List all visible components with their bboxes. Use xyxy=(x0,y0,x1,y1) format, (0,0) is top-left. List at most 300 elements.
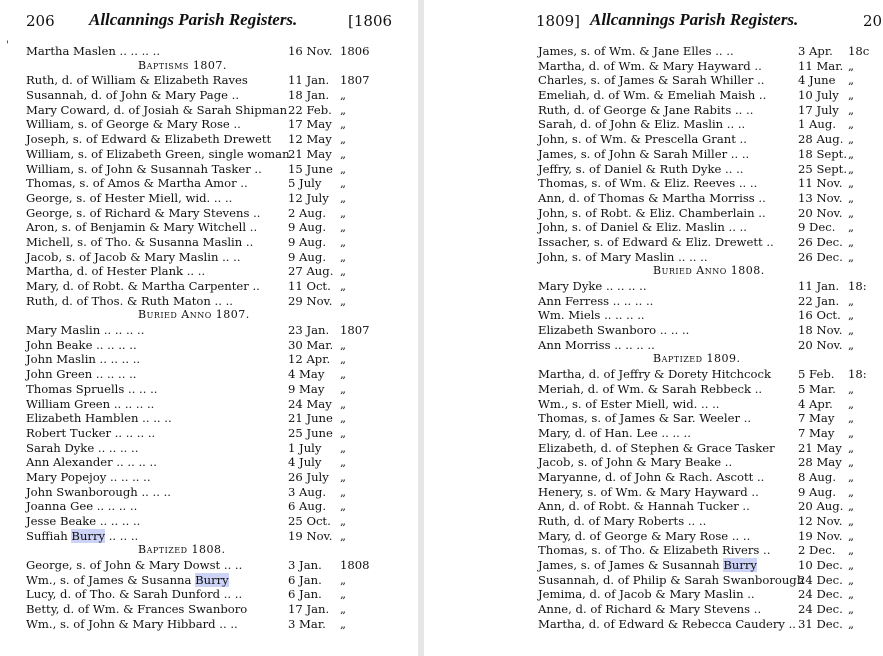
entry-date: 12 July xyxy=(288,190,329,205)
entry-year: „ xyxy=(848,455,855,470)
entry-date: 6 Aug. xyxy=(288,499,327,514)
register-entry xyxy=(26,323,406,338)
entry-date: 22 Jan. xyxy=(798,293,840,308)
entry-name: Jemima, d. of Jacob & Mary Maslin .. xyxy=(538,587,755,602)
entry-name: Mary, d. of Han. Lee .. .. .. xyxy=(538,425,691,440)
entry-date: 5 July xyxy=(288,176,322,191)
entry-year: 1807 xyxy=(340,323,370,338)
entry-name: Issacher, s. of Edward & Eliz. Drewett .. xyxy=(538,234,774,249)
entry-year: „ xyxy=(340,514,347,528)
left-page-year: [1806 xyxy=(348,12,393,30)
entry-year: „ xyxy=(848,440,855,455)
entry-date: 5 Mar. xyxy=(798,381,836,396)
register-entry xyxy=(26,147,406,162)
register-entry xyxy=(26,220,406,235)
entry-date: 26 Dec. xyxy=(798,249,843,264)
entry-date: 24 Dec. xyxy=(798,587,843,602)
entry-date: 27 Aug. xyxy=(288,264,334,279)
entry-date: 8 Aug. xyxy=(798,469,837,484)
register-entry xyxy=(538,73,883,88)
entry-date: 11 Nov. xyxy=(798,176,843,191)
entry-name: Joseph, s. of Edward & Elizabeth Drewett xyxy=(26,132,272,147)
entry-date: 1 July xyxy=(288,440,322,455)
entry-name: Emeliah, d. of Wm. & Emeliah Maish .. xyxy=(538,88,767,103)
entry-date: 28 Aug. xyxy=(798,132,844,147)
entry-date: 12 Apr. xyxy=(288,352,331,367)
entry-year: „ xyxy=(848,616,855,631)
entry-date: 11 Jan. xyxy=(798,279,840,293)
register-entry xyxy=(538,485,883,500)
entry-date: 24 Dec. xyxy=(798,602,843,617)
entry-date: 11 Mar. xyxy=(798,58,844,73)
entry-year: „ xyxy=(340,381,347,396)
entry-year: „ xyxy=(848,337,855,352)
entry-year: 1807 xyxy=(340,73,370,88)
entry-name: Mary Coward, d. of Josiah & Sarah Shipman xyxy=(26,102,288,117)
register-entry xyxy=(538,294,883,309)
entry-year: „ xyxy=(340,602,347,617)
entry-year: „ xyxy=(340,455,347,470)
entry-name xyxy=(26,529,138,544)
entry-date: 28 May xyxy=(798,455,842,470)
entry-date: 20 Aug. xyxy=(798,499,844,514)
entry-name: Ann Morriss .. .. .. .. xyxy=(538,337,655,352)
entry-name: Aron, s. of Benjamin & Mary Witchell .. xyxy=(26,220,258,235)
register-entry xyxy=(26,338,406,353)
entry-year: „ xyxy=(848,190,855,205)
entry-year: „ xyxy=(340,146,347,161)
entry-date: 9 Aug. xyxy=(288,249,327,264)
register-entry xyxy=(538,250,883,265)
entry-year: „ xyxy=(340,469,347,484)
entry-date: 26 Dec. xyxy=(798,234,843,249)
entry-date: 10 July xyxy=(798,88,839,103)
highlighted-surname: Burry xyxy=(71,528,106,543)
entry-name-prefix: Wm., s. of James & Susanna xyxy=(26,572,196,587)
entry-date: 21 May xyxy=(798,440,842,455)
entry-year: „ xyxy=(340,161,347,176)
entry-date: 29 Nov. xyxy=(288,293,333,308)
entry-year: „ xyxy=(340,396,347,411)
register-entry xyxy=(26,499,406,514)
left-page-title: Allcannings Parish Registers. xyxy=(89,10,298,29)
register-entry xyxy=(538,558,883,573)
entry-date: 20 Nov. xyxy=(798,337,843,352)
entry-date: 6 Jan. xyxy=(288,572,322,587)
register-entry xyxy=(26,73,406,88)
entry-name: Ruth, d. of Thos. & Ruth Maton .. .. xyxy=(26,293,233,308)
entry-date: 21 June xyxy=(288,411,333,426)
entry-name: William, s. of George & Mary Rose .. xyxy=(26,117,241,132)
entry-name: Martha, d. of Jeffry & Dorety Hitchcock xyxy=(538,367,772,382)
right-page-number: 20 xyxy=(863,12,883,30)
register-entry xyxy=(26,162,406,177)
entry-year: „ xyxy=(340,352,347,367)
entry-date: 9 May xyxy=(288,381,325,396)
section-heading xyxy=(538,264,883,279)
register-entry xyxy=(538,279,883,294)
entry-date: 5 Feb. xyxy=(798,367,835,382)
entry-date: 4 Apr. xyxy=(798,396,833,411)
right-page-year: 1809] xyxy=(536,12,581,30)
entry-date: 7 May xyxy=(798,411,835,426)
register-entry xyxy=(26,117,406,132)
register-entry xyxy=(538,529,883,544)
entry-year: „ xyxy=(340,411,347,426)
entry-date: 4 May xyxy=(288,367,325,382)
entry-year: „ xyxy=(340,499,347,514)
entry-name: Ann, d. of Robt. & Hannah Tucker .. xyxy=(538,499,750,514)
entry-date: 3 Aug. xyxy=(288,484,327,499)
entry-name: Susannah, d. of Philip & Sarah Swanborough xyxy=(538,572,805,587)
entry-name: Ann Ferress .. .. .. .. xyxy=(538,293,654,308)
entry-year: „ xyxy=(848,249,855,264)
entry-date: 19 Nov. xyxy=(798,528,843,543)
entry-date: 15 June xyxy=(288,161,333,176)
entry-name: Martha, d. of Hester Plank .. .. xyxy=(26,264,206,279)
entry-year: „ xyxy=(848,293,855,308)
entry-name: Thomas, s. of James & Sar. Weeler .. xyxy=(538,411,752,426)
entry-year: „ xyxy=(848,572,855,587)
register-entry xyxy=(26,88,406,103)
entry-date: 2 Aug. xyxy=(288,205,327,220)
left-page xyxy=(0,0,418,656)
entry-date: 25 June xyxy=(288,425,333,440)
entry-name: James, s. of Wm. & Jane Elles .. .. xyxy=(538,44,734,58)
register-entry xyxy=(26,264,406,279)
entry-year: „ xyxy=(848,146,855,161)
register-entry xyxy=(538,426,883,441)
entry-year: „ xyxy=(340,220,347,235)
entry-year: „ xyxy=(848,220,855,235)
entry-year: „ xyxy=(848,469,855,484)
section-heading-text: Baptized 1808. xyxy=(138,543,226,557)
register-entry xyxy=(26,250,406,265)
register-entry xyxy=(538,220,883,235)
right-entries xyxy=(538,44,883,632)
entry-date: 11 Jan. xyxy=(288,73,330,88)
entry-date: 18 Nov. xyxy=(798,323,843,338)
entry-name: Anne, d. of Richard & Mary Stevens .. xyxy=(538,602,762,617)
entry-year: „ xyxy=(340,117,347,132)
entry-date: 22 Feb. xyxy=(288,102,332,117)
entry-year: „ xyxy=(848,558,855,573)
entry-name: Elizabeth Swanboro .. .. .. xyxy=(538,323,690,338)
entry-name: John Beake .. .. .. .. xyxy=(26,337,137,352)
entry-year: „ xyxy=(340,484,347,499)
entry-name: Ann, d. of Thomas & Martha Morriss .. xyxy=(538,190,766,205)
entry-name: William, s. of Elizabeth Green, single woman xyxy=(26,146,290,161)
entry-year: „ xyxy=(848,484,855,499)
entry-year: „ xyxy=(848,587,855,602)
entry-date: 9 Dec. xyxy=(798,220,836,235)
register-entry xyxy=(26,411,406,426)
entry-year: „ xyxy=(848,499,855,514)
register-entry xyxy=(538,617,883,632)
section-heading xyxy=(26,543,406,558)
entry-year: „ xyxy=(848,411,855,426)
register-entry xyxy=(538,499,883,514)
entry-date: 3 Jan. xyxy=(288,558,322,573)
entry-year: „ xyxy=(340,234,347,249)
entry-date: 21 May xyxy=(288,146,332,161)
entry-year: „ xyxy=(848,528,855,543)
entry-name xyxy=(26,573,229,588)
register-entry xyxy=(26,441,406,456)
entry-name: Ruth, d. of George & Jane Rabits .. .. xyxy=(538,102,754,117)
entry-name: Thomas Spruells .. .. .. xyxy=(26,381,158,396)
register-entry xyxy=(26,587,406,602)
highlighted-surname: Burry xyxy=(195,572,229,587)
register-entry xyxy=(26,558,406,573)
entry-date: 13 Nov. xyxy=(798,190,843,205)
entry-date: 17 July xyxy=(798,102,839,117)
register-entry xyxy=(26,455,406,470)
entry-year: „ xyxy=(848,425,855,440)
register-entry xyxy=(538,470,883,485)
entry-year: „ xyxy=(340,279,347,293)
entry-name: Susannah, d. of John & Mary Page .. xyxy=(26,88,240,103)
entry-name: Thomas, s. of Tho. & Elizabeth Rivers .. xyxy=(538,543,771,558)
register-entry xyxy=(538,132,883,147)
entry-date: 30 Mar. xyxy=(288,337,334,352)
register-entry xyxy=(538,602,883,617)
entry-name: Jesse Beake .. .. .. .. xyxy=(26,514,141,528)
right-page xyxy=(424,0,883,656)
section-heading-text: Buried Anno 1807. xyxy=(138,308,250,322)
entry-name: Charles, s. of James & Sarah Whiller .. xyxy=(538,73,765,88)
entry-year: „ xyxy=(848,323,855,338)
register-entry xyxy=(26,514,406,529)
entry-name: John, s. of Daniel & Eliz. Maslin .. .. xyxy=(538,220,747,235)
entry-date: 17 Jan. xyxy=(288,602,330,617)
register-entry xyxy=(538,191,883,206)
entry-year: „ xyxy=(848,381,855,396)
register-entry xyxy=(538,455,883,470)
entry-date: 25 Sept. xyxy=(798,161,848,176)
register-entry xyxy=(26,382,406,397)
entry-year: 1808 xyxy=(340,558,370,573)
entry-year: „ xyxy=(340,616,347,631)
entry-date: 2 Dec. xyxy=(798,543,836,558)
entry-date: 6 Jan. xyxy=(288,587,322,602)
entry-year: „ xyxy=(848,117,855,132)
entry-name xyxy=(538,558,757,573)
entry-name: Henery, s. of Wm. & Mary Hayward .. xyxy=(538,484,759,499)
register-entry xyxy=(26,529,406,544)
entry-year: 1806 xyxy=(340,44,370,58)
entry-name: Robert Tucker .. .. .. .. xyxy=(26,425,156,440)
entry-date: 26 July xyxy=(288,469,329,484)
entry-year: „ xyxy=(848,176,855,191)
entry-year: „ xyxy=(340,293,347,308)
entry-name: John, s. of Robt. & Eliz. Chamberlain .. xyxy=(538,205,766,220)
entry-date: 9 Aug. xyxy=(288,220,327,235)
register-entry xyxy=(538,323,883,338)
register-entry xyxy=(26,367,406,382)
entry-year: „ xyxy=(848,602,855,617)
entry-name: John, s. of Wm. & Prescella Grant .. xyxy=(538,132,747,147)
entry-date: 18 Sept. xyxy=(798,146,848,161)
register-entry xyxy=(26,426,406,441)
entry-name: Lucy, d. of Tho. & Sarah Dunford .. .. xyxy=(26,587,243,602)
entry-name-prefix: James, s. of James & Susannah xyxy=(538,558,724,573)
entry-year: „ xyxy=(340,249,347,264)
register-entry xyxy=(26,397,406,412)
entry-name: Ann Alexander .. .. .. .. xyxy=(26,455,157,470)
register-entry xyxy=(538,367,883,382)
entry-date: 4 June xyxy=(798,73,836,88)
entry-name: Michell, s. of Tho. & Susanna Maslin .. xyxy=(26,234,254,249)
entry-date: 10 Dec. xyxy=(798,558,843,573)
section-heading-text: Buried Anno 1808. xyxy=(653,264,765,278)
entry-date: 16 Nov. xyxy=(288,44,333,58)
entry-date: 1 Aug. xyxy=(798,117,837,132)
entry-date: 24 May xyxy=(288,396,332,411)
entry-name: Mary Popejoy .. .. .. .. xyxy=(26,469,151,484)
register-entry xyxy=(538,235,883,250)
register-entry xyxy=(538,587,883,602)
entry-name-prefix: Suffiah xyxy=(26,528,72,543)
entry-year: „ xyxy=(848,234,855,249)
entry-date: 16 Oct. xyxy=(798,308,841,323)
register-entry xyxy=(26,206,406,221)
entry-date: 3 Apr. xyxy=(798,44,833,58)
entry-date: 31 Dec. xyxy=(798,616,843,631)
entry-date: 4 July xyxy=(288,455,322,470)
entry-name: Mary, d. of Robt. & Martha Carpenter .. xyxy=(26,279,260,293)
entry-name: Mary, d. of George & Mary Rose .. .. xyxy=(538,528,751,543)
entry-name: Wm. Miels .. .. .. .. xyxy=(538,308,645,323)
entry-year: „ xyxy=(848,543,855,558)
section-heading xyxy=(538,352,883,367)
entry-name: Ruth, d. of William & Elizabeth Raves xyxy=(26,73,248,88)
entry-date: 11 Oct. xyxy=(288,279,331,293)
entry-year: 18: xyxy=(848,279,867,293)
entry-name: Thomas, s. of Wm. & Eliz. Reeves .. .. xyxy=(538,176,758,191)
register-entry xyxy=(26,602,406,617)
register-entry xyxy=(538,397,883,412)
entry-name: George, s. of Hester Miell, wid. .. .. xyxy=(26,190,233,205)
entry-year: „ xyxy=(340,102,347,117)
register-entry xyxy=(26,485,406,500)
entry-name: Wm., s. of Ester Miell, wid. .. .. xyxy=(538,396,720,411)
register-entry xyxy=(538,514,883,529)
entry-name: Wm., s. of John & Mary Hibbard .. .. xyxy=(26,616,238,631)
register-entry xyxy=(538,59,883,74)
entry-year: „ xyxy=(848,58,855,73)
entry-year: „ xyxy=(340,528,347,543)
entry-name: Mary Maslin .. .. .. .. xyxy=(26,323,145,338)
entry-name: George, s. of Richard & Mary Stevens .. xyxy=(26,205,261,220)
register-entry xyxy=(538,308,883,323)
register-entry xyxy=(538,117,883,132)
entry-year: „ xyxy=(340,264,347,279)
register-entry xyxy=(26,132,406,147)
entry-year: „ xyxy=(340,337,347,352)
entry-name: Sarah Dyke .. .. .. .. xyxy=(26,440,139,455)
entry-name: John Maslin .. .. .. .. xyxy=(26,352,141,367)
register-entry xyxy=(26,235,406,250)
entry-name: Joanna Gee .. .. .. .. xyxy=(26,499,138,514)
register-entry xyxy=(26,176,406,191)
entry-year: „ xyxy=(340,176,347,191)
section-heading xyxy=(26,59,406,74)
entry-year: „ xyxy=(340,88,347,103)
register-entry xyxy=(538,411,883,426)
left-page-number: 206 xyxy=(26,12,55,30)
entry-date: 9 Aug. xyxy=(798,484,837,499)
entry-year: „ xyxy=(848,161,855,176)
entry-year: „ xyxy=(848,73,855,88)
register-entry xyxy=(538,338,883,353)
entry-year: „ xyxy=(848,102,855,117)
entry-name: William Green .. .. .. .. xyxy=(26,396,155,411)
register-entry xyxy=(26,191,406,206)
entry-date: 17 May xyxy=(288,117,332,132)
register-entry xyxy=(538,441,883,456)
register-entry xyxy=(538,206,883,221)
entry-name: George, s. of John & Mary Dowst .. .. xyxy=(26,558,243,573)
entry-year: „ xyxy=(340,572,347,587)
register-entry xyxy=(538,573,883,588)
entry-year: „ xyxy=(848,88,855,103)
register-entry xyxy=(538,44,883,59)
entry-year: „ xyxy=(340,440,347,455)
register-entry xyxy=(26,279,406,294)
entry-name: Maryanne, d. of John & Rach. Ascott .. xyxy=(538,469,765,484)
entry-name-suffix: .. .. .. xyxy=(105,528,139,543)
right-page-title: Allcannings Parish Registers. xyxy=(590,10,799,29)
entry-year: „ xyxy=(340,190,347,205)
entry-name: Elizabeth Hamblen .. .. .. xyxy=(26,411,172,426)
register-entry xyxy=(538,162,883,177)
entry-date: 12 Nov. xyxy=(798,514,843,528)
register-entry xyxy=(538,382,883,397)
left-entries xyxy=(26,44,406,632)
section-heading-text: Baptisms 1807. xyxy=(138,58,227,72)
entry-year: „ xyxy=(340,587,347,602)
entry-name: Jeffry, s. of Daniel & Ruth Dyke .. .. xyxy=(538,161,744,176)
entry-year: „ xyxy=(340,367,347,382)
entry-year: „ xyxy=(848,205,855,220)
entry-date: 3 Mar. xyxy=(288,616,326,631)
entry-date: 7 May xyxy=(798,425,835,440)
entry-name: Jacob, s. of John & Mary Beake .. xyxy=(538,455,733,470)
highlighted-surname: Burry xyxy=(723,558,757,573)
entry-name: Martha, d. of Edward & Rebecca Caudery .. xyxy=(538,616,796,631)
entry-name: Mary Dyke .. .. .. .. xyxy=(538,279,647,293)
entry-date: 25 Oct. xyxy=(288,514,331,528)
entry-year: 18: xyxy=(848,367,867,382)
register-entry xyxy=(538,103,883,118)
entry-date: 24 Dec. xyxy=(798,572,843,587)
register-entry xyxy=(26,352,406,367)
entry-year: „ xyxy=(340,132,347,147)
entry-date: 18 Jan. xyxy=(288,88,330,103)
entry-year: „ xyxy=(848,514,855,528)
entry-name: Thomas, s. of Amos & Martha Amor .. xyxy=(26,176,248,191)
register-entry xyxy=(26,44,406,59)
register-entry xyxy=(538,543,883,558)
entry-name: Betty, d. of Wm. & Frances Swanboro xyxy=(26,602,248,617)
entry-name: Meriah, d. of Wm. & Sarah Rebbeck .. xyxy=(538,381,763,396)
entry-date: 12 May xyxy=(288,132,332,147)
margin-mark: ' xyxy=(6,40,9,51)
entry-date: 19 Nov. xyxy=(288,528,333,543)
entry-year: 18c xyxy=(848,44,870,58)
entry-name: Martha Maslen .. .. .. .. xyxy=(26,44,161,58)
